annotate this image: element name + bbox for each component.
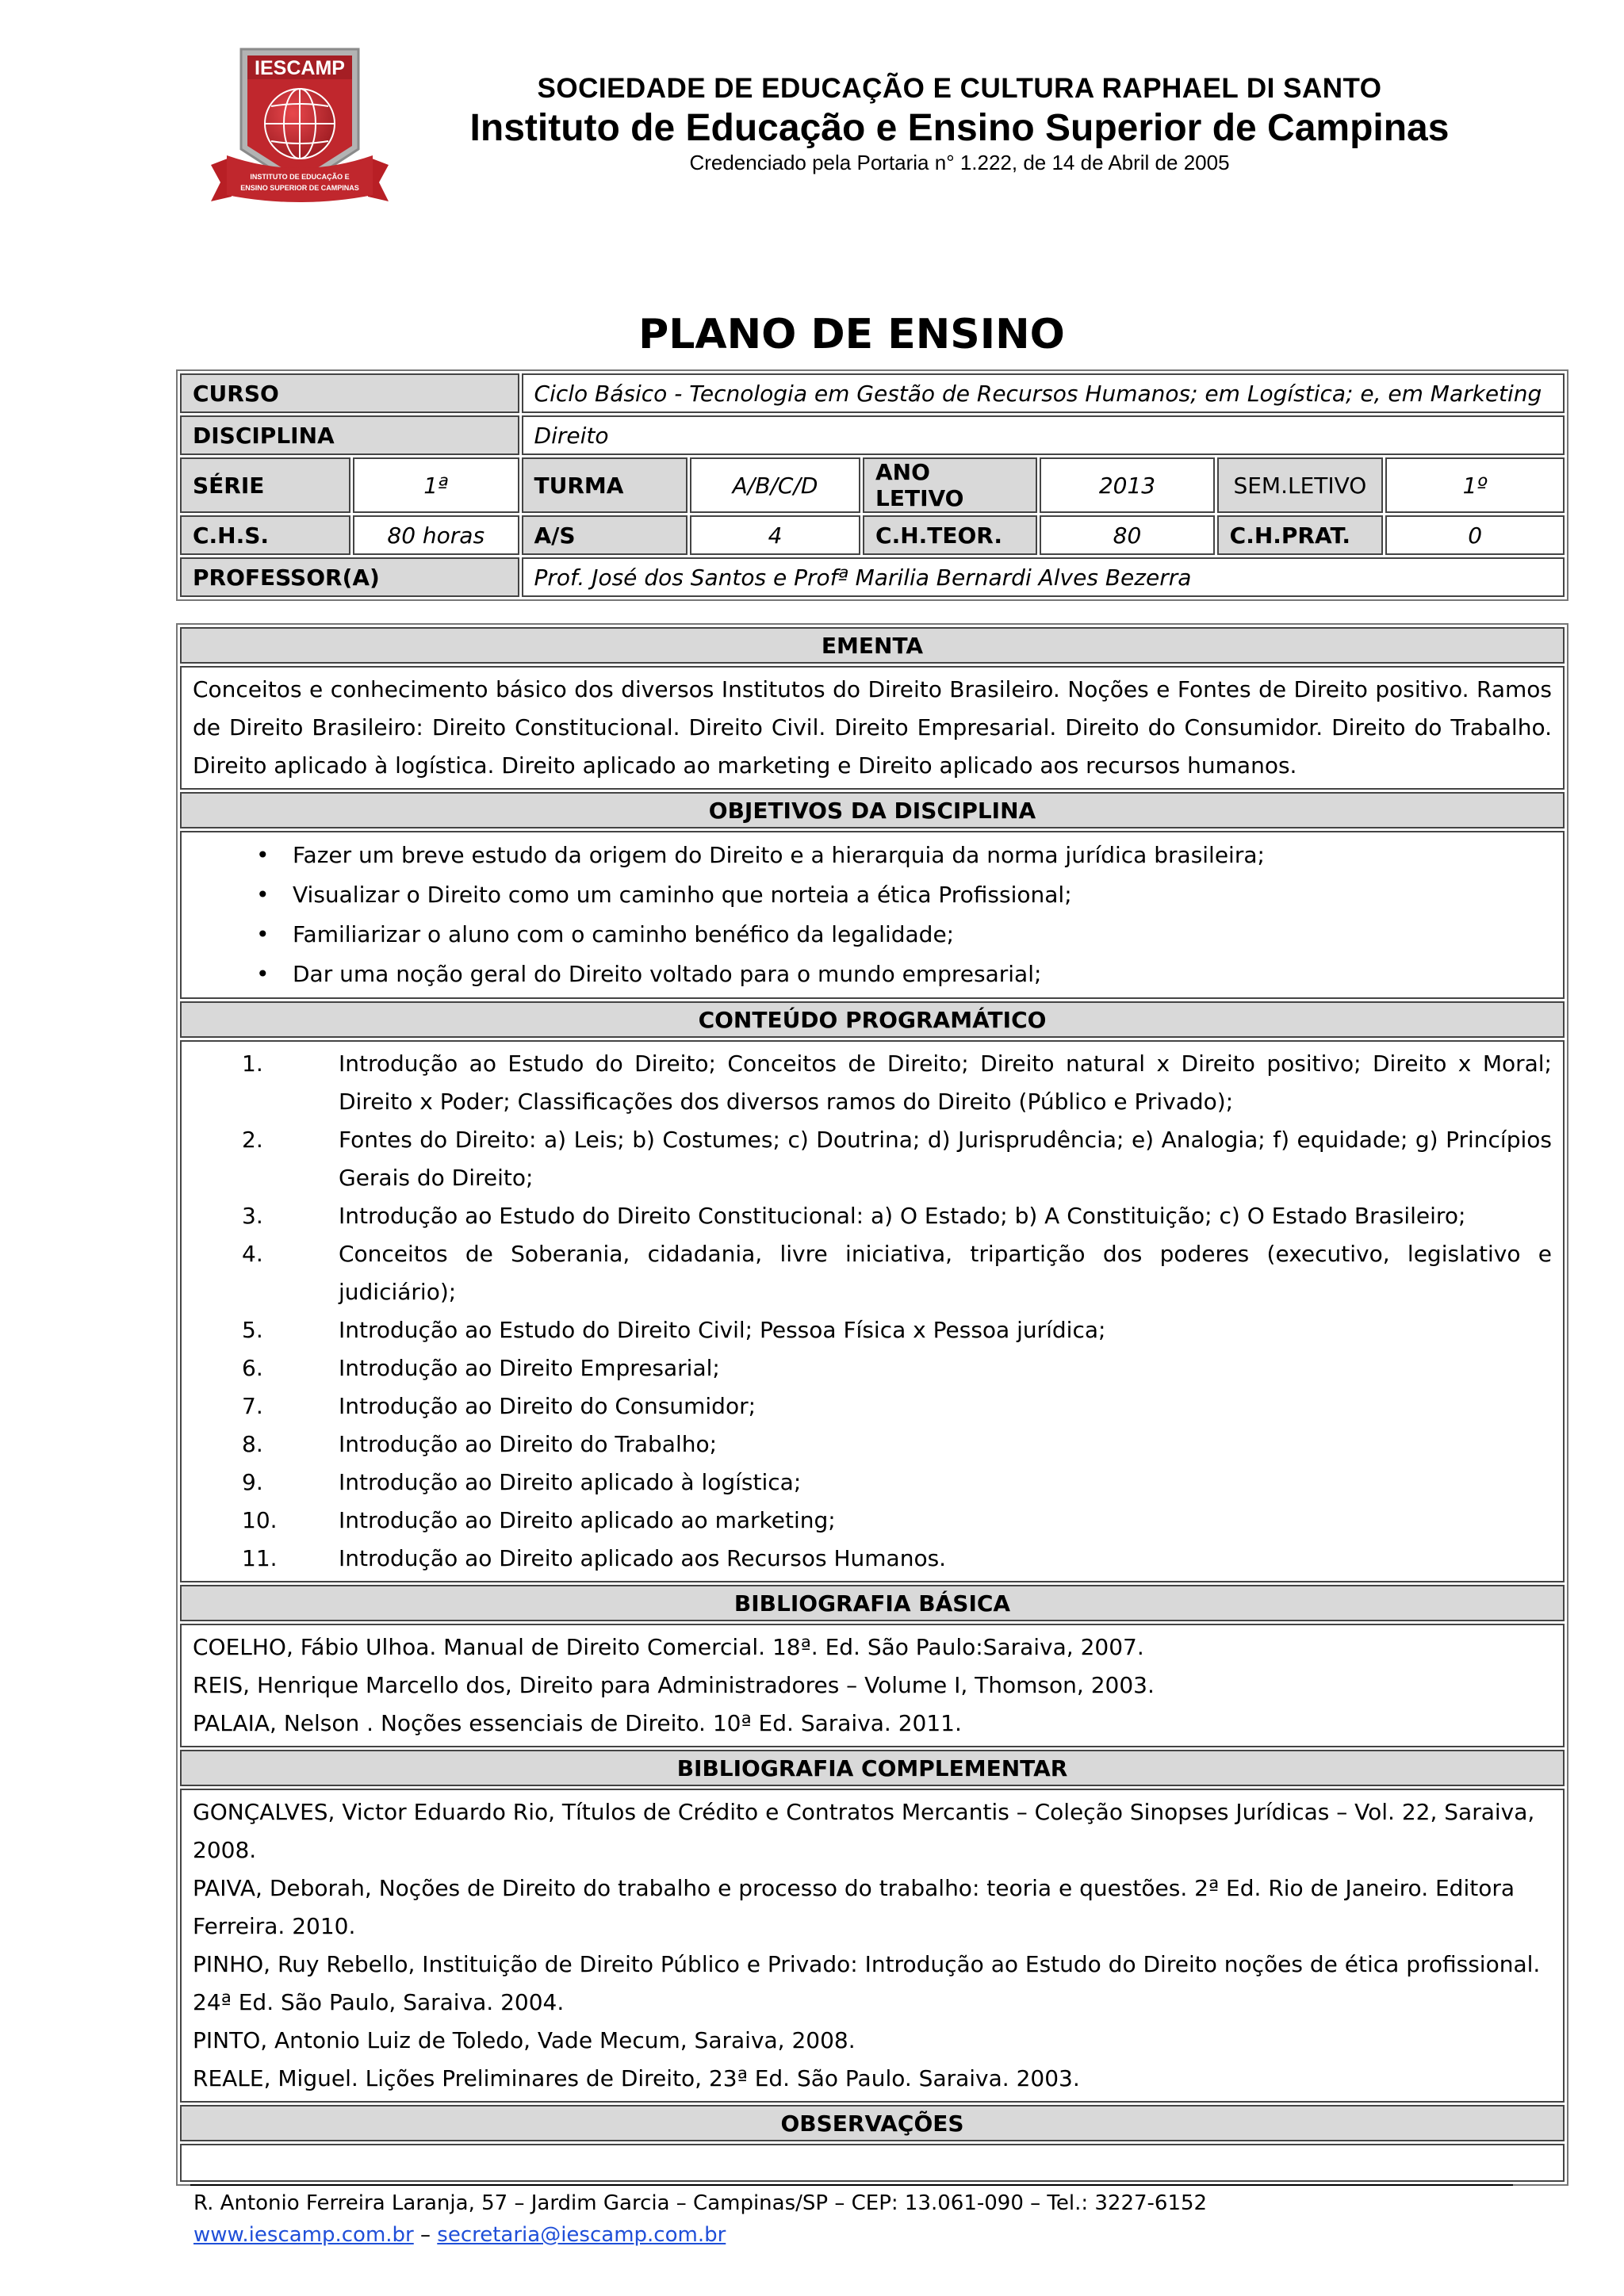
bullet-icon: • bbox=[256, 921, 270, 947]
bullet-icon: • bbox=[256, 961, 270, 987]
conteudo-text: Introdução ao Direito aplicado ao marketing; bbox=[339, 1507, 836, 1533]
conteudo-item bbox=[193, 1540, 1552, 1578]
page-title: PLANO DE ENSINO bbox=[638, 311, 1065, 358]
conteudo-item bbox=[193, 1311, 1552, 1349]
turma-label: TURMA bbox=[522, 457, 688, 513]
bibliography-entry: COELHO, Fábio Ulhoa. Manual de Direito Comercial. 18ª. Ed. São Paulo:Saraiva, 2007. bbox=[193, 1634, 1144, 1660]
chs-value: 80 horas bbox=[353, 515, 519, 555]
conteudo-heading: CONTEÚDO PROGRAMÁTICO bbox=[180, 1001, 1565, 1038]
conteudo-item bbox=[193, 1121, 1552, 1197]
chteor-value: 80 bbox=[1040, 515, 1214, 555]
conteudo-number: 6. bbox=[242, 1355, 263, 1381]
conteudo-text: Introdução ao Direito aplicado à logística; bbox=[339, 1469, 802, 1495]
bibliography-entry: GONÇALVES, Victor Eduardo Rio, Títulos de Crédito e Contratos Mercantis – Coleção Sinopses Jurídicas – Vol. 22, Saraiva, 2008. bbox=[193, 1799, 1535, 1863]
conteudo-text: Introdução ao Direito Empresarial; bbox=[339, 1355, 720, 1381]
objetivo-item bbox=[193, 955, 1552, 994]
sem-letivo-label: SEM.LETIVO bbox=[1217, 457, 1384, 513]
as-value: 4 bbox=[690, 515, 860, 555]
serie-value: 1ª bbox=[353, 457, 519, 513]
bib-complementar-heading: BIBLIOGRAFIA COMPLEMENTAR bbox=[180, 1750, 1565, 1786]
curso-label: CURSO bbox=[180, 373, 519, 413]
conteudo-number: 7. bbox=[242, 1393, 263, 1419]
conteudo-item bbox=[193, 1425, 1552, 1464]
email-link[interactable]: secretaria@iescamp.com.br bbox=[437, 2223, 726, 2247]
society-name: SOCIEDADE DE EDUCAÇÃO E CULTURA RAPHAEL DI SANTO bbox=[537, 73, 1382, 104]
course-info-table bbox=[176, 369, 1568, 601]
footer-divider bbox=[190, 2184, 1513, 2186]
conteudo-number: 8. bbox=[242, 1431, 263, 1457]
objetivo-text: Familiarizar o aluno com o caminho benéfico da legalidade; bbox=[293, 921, 955, 947]
bibliography-entry: PAIVA, Deborah, Noções de Direito do trabalho e processo do trabalho: teoria e questões. 2ª Ed. Rio de Janeiro. Editora Ferreira. 2010. bbox=[193, 1875, 1515, 1939]
observacoes-body bbox=[180, 2144, 1565, 2182]
syllabus-table bbox=[176, 623, 1568, 2186]
objetivo-item bbox=[193, 915, 1552, 955]
objetivo-text: Visualizar o Direito como um caminho que norteia a ética Profissional; bbox=[293, 882, 1072, 908]
conteudo-item bbox=[193, 1349, 1552, 1387]
conteudo-item bbox=[193, 1387, 1552, 1425]
conteudo-number: 9. bbox=[242, 1469, 263, 1495]
ano-letivo-label: ANO LETIVO bbox=[863, 457, 1037, 513]
conteudo-number: 11. bbox=[242, 1545, 278, 1571]
disciplina-row bbox=[180, 415, 1565, 455]
conteudo-text: Introdução ao Direito do Trabalho; bbox=[339, 1431, 718, 1457]
accreditation-note: Credenciado pela Portaria n° 1.222, de 14 de Abril de 2005 bbox=[689, 151, 1230, 174]
as-label: A/S bbox=[522, 515, 688, 555]
conteudo-text: Introdução ao Estudo do Direito Constitucional: a) O Estado; b) A Constituição; c) O Estado Brasileiro; bbox=[339, 1203, 1466, 1229]
observacoes-heading: OBSERVAÇÕES bbox=[180, 2105, 1565, 2141]
objetivos-heading: OBJETIVOS DA DISCIPLINA bbox=[180, 792, 1565, 828]
professor-label: PROFESSOR(A) bbox=[180, 557, 519, 597]
conteudo-item bbox=[193, 1045, 1552, 1121]
curso-value: Ciclo Básico - Tecnologia em Gestão de Recursos Humanos; em Logística; e, em Marketing bbox=[522, 373, 1565, 413]
sem-letivo-value: 1º bbox=[1385, 457, 1565, 513]
bibliography-entry: PINTO, Antonio Luiz de Toledo, Vade Mecum, Saraiva, 2008. bbox=[193, 2027, 856, 2053]
conteudo-item bbox=[193, 1197, 1552, 1235]
conteudo-number: 4. bbox=[242, 1241, 263, 1267]
svg-text:ENSINO SUPERIOR DE CAMPINAS: ENSINO SUPERIOR DE CAMPINAS bbox=[240, 184, 359, 192]
conteudo-number: 1. bbox=[242, 1050, 263, 1077]
footer-address: R. Antonio Ferreira Laranja, 57 – Jardim Garcia – Campinas/SP – CEP: 13.061-090 – Tel.: 3227-6152 bbox=[193, 2191, 1208, 2215]
iescamp-logo bbox=[208, 46, 392, 209]
bib-complementar-list bbox=[180, 1789, 1565, 2103]
footer-separator: – bbox=[420, 2223, 431, 2247]
conteudo-text: Fontes do Direito: a) Leis; b) Costumes; c) Doutrina; d) Jurisprudência; e) Analogia; f) equidade; g) Princípios Gerais do Direito; bbox=[339, 1127, 1552, 1191]
conteudo-item bbox=[193, 1464, 1552, 1502]
turma-value: A/B/C/D bbox=[690, 457, 860, 513]
bib-basica-heading: BIBLIOGRAFIA BÁSICA bbox=[180, 1585, 1565, 1621]
chs-label: C.H.S. bbox=[180, 515, 350, 555]
ementa-heading: EMENTA bbox=[180, 627, 1565, 664]
conteudo-list bbox=[193, 1045, 1552, 1578]
conteudo-number: 10. bbox=[242, 1507, 278, 1533]
objetivo-text: Dar uma noção geral do Direito voltado para o mundo empresarial; bbox=[293, 961, 1042, 987]
professor-value: Prof. José dos Santos e Profª Marilia Bernardi Alves Bezerra bbox=[522, 557, 1565, 597]
serie-label: SÉRIE bbox=[180, 457, 350, 513]
svg-text:INSTITUTO DE EDUCAÇÃO E: INSTITUTO DE EDUCAÇÃO E bbox=[250, 173, 350, 181]
svg-text:IESCAMP: IESCAMP bbox=[255, 57, 345, 79]
serie-row bbox=[180, 457, 1565, 513]
ementa-text: Conceitos e conhecimento básico dos diversos Institutos do Direito Brasileiro. Noções e Fontes de Direito positivo. Ramos de Direito Brasileiro: Direito Constitucional. Direito Civil. Direito Empresarial. Direito do Consumidor. Direito do Trabalho. Direito aplicado à logística. Direito aplicado ao marketing e Direito aplicado aos recursos humanos. bbox=[180, 666, 1565, 790]
professor-row bbox=[180, 557, 1565, 597]
bib-basica-list bbox=[180, 1624, 1565, 1747]
bibliography-entry: PINHO, Ruy Rebello, Instituição de Direito Público e Privado: Introdução ao Estudo do Direito noções de ética profissional. 24ª Ed. São Paulo, Saraiva. 2004. bbox=[193, 1951, 1541, 2015]
chteor-label: C.H.TEOR. bbox=[863, 515, 1037, 555]
conteudo-number: 2. bbox=[242, 1127, 263, 1153]
conteudo-text: Introdução ao Estudo do Direito Civil; Pessoa Física x Pessoa jurídica; bbox=[339, 1317, 1106, 1343]
objetivo-item bbox=[193, 836, 1552, 875]
conteudo-text: Conceitos de Soberania, cidadania, livre iniciativa, tripartição dos poderes (executivo, legislativo e judiciário); bbox=[339, 1241, 1552, 1305]
chs-row bbox=[180, 515, 1565, 555]
chprat-value: 0 bbox=[1385, 515, 1565, 555]
bibliography-entry: PALAIA, Nelson . Noções essenciais de Direito. 10ª Ed. Saraiva. 2011. bbox=[193, 1710, 962, 1736]
bibliography-entry: REALE, Miguel. Lições Preliminares de Direito, 23ª Ed. São Paulo. Saraiva. 2003. bbox=[193, 2065, 1080, 2091]
conteudo-body bbox=[180, 1040, 1565, 1582]
curso-row bbox=[180, 373, 1565, 413]
conteudo-number: 3. bbox=[242, 1203, 263, 1229]
ano-letivo-value: 2013 bbox=[1040, 457, 1214, 513]
bullet-icon: • bbox=[256, 882, 270, 908]
website-link[interactable]: www.iescamp.com.br bbox=[193, 2223, 414, 2247]
bullet-icon: • bbox=[256, 842, 270, 868]
conteudo-item bbox=[193, 1502, 1552, 1540]
conteudo-item bbox=[193, 1235, 1552, 1311]
conteudo-text: Introdução ao Direito aplicado aos Recursos Humanos. bbox=[339, 1545, 947, 1571]
institute-name: Instituto de Educação e Ensino Superior de Campinas bbox=[469, 107, 1450, 149]
objetivos-list bbox=[193, 836, 1552, 994]
footer-contacts bbox=[193, 2223, 726, 2247]
objetivos-body bbox=[180, 831, 1565, 999]
disciplina-value: Direito bbox=[522, 415, 1565, 455]
bibliography-entry: REIS, Henrique Marcello dos, Direito para Administradores – Volume I, Thomson, 2003. bbox=[193, 1672, 1155, 1698]
conteudo-text: Introdução ao Direito do Consumidor; bbox=[339, 1393, 756, 1419]
disciplina-label: DISCIPLINA bbox=[180, 415, 519, 455]
conteudo-number: 5. bbox=[242, 1317, 263, 1343]
objetivo-text: Fazer um breve estudo da origem do Direito e a hierarquia da norma jurídica brasileira; bbox=[293, 842, 1265, 868]
objetivo-item bbox=[193, 875, 1552, 915]
chprat-label: C.H.PRAT. bbox=[1217, 515, 1384, 555]
conteudo-text: Introdução ao Estudo do Direito; Conceitos de Direito; Direito natural x Direito positivo; Direito x Moral; Direito x Poder; Classificações dos diversos ramos do Direito (Público e Privado); bbox=[339, 1050, 1552, 1115]
